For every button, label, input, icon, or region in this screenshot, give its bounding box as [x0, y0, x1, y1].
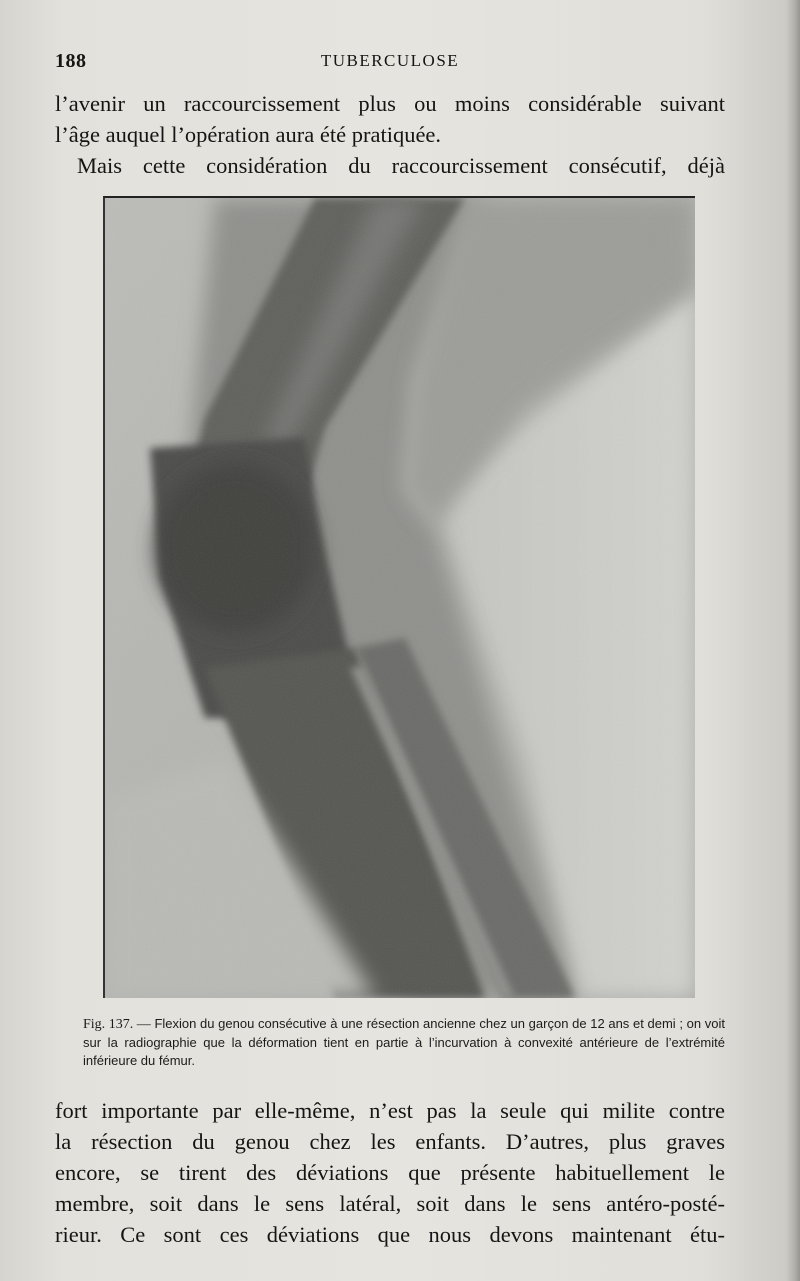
figure-caption — [83, 1015, 725, 1070]
radiograph-figure — [103, 196, 695, 998]
text-line: membre, soit dans le sens latéral, soit dans le sens antéro-posté- — [55, 1191, 725, 1216]
text-line: l’avenir un raccourcissement plus ou moins considérable suivant — [55, 91, 725, 116]
paragraph-top — [55, 88, 725, 181]
figure-label: Fig. 137. — — [83, 1017, 151, 1032]
running-head: TUBERCULOSE — [320, 51, 460, 70]
text-line: encore, se tirent des déviations que présente habituellement le — [55, 1160, 725, 1185]
caption-text: Flexion du genou consécutive à une résection ancienne chez un garçon de 12 ans et demi ; on voit sur la radiographie que la déformation tient en partie à l’incurvation à convexité antérieure de l’extrémité inférieure du fémur. — [83, 1016, 725, 1068]
text-line: la résection du genou chez les enfants. D’autres, plus graves — [55, 1129, 725, 1154]
knee-radiograph-image — [105, 198, 695, 998]
text-line: l’âge auquel l’opération aura été pratiquée. — [55, 122, 442, 147]
page-header — [55, 50, 725, 74]
text-line: rieur. Ce sont ces déviations que nous devons maintenant étu- — [55, 1222, 725, 1247]
page-edge-shadow — [786, 0, 800, 1281]
paragraph-bottom — [55, 1095, 725, 1250]
text-line: fort importante par elle-même, n’est pas la seule qui milite contre — [55, 1098, 725, 1123]
page-number: 188 — [55, 50, 87, 72]
text-line: Mais cette considération du raccourcissement consécutif, déjà — [77, 153, 725, 178]
